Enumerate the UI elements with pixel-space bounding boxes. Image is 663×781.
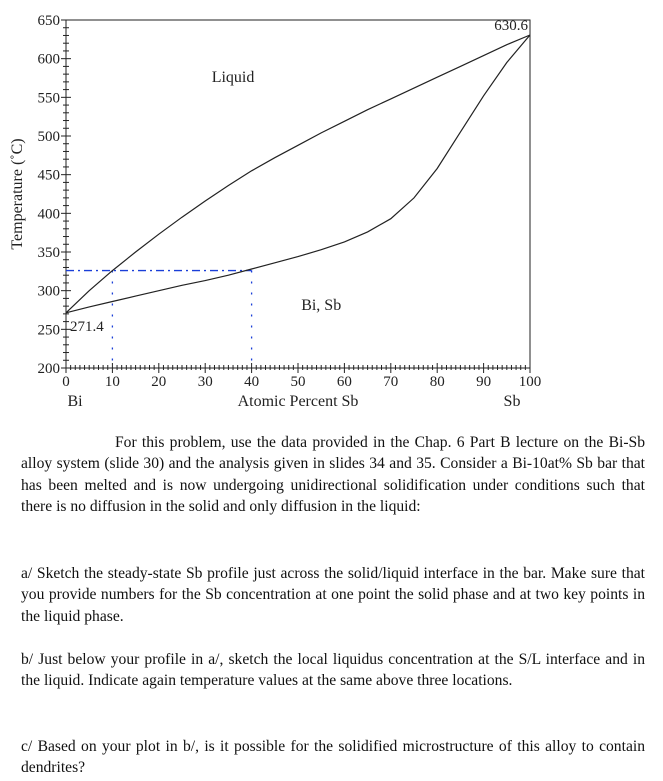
liquidus-curve [66, 35, 530, 313]
x-axis [62, 363, 541, 390]
melting-point-sb-label: 630.6 [494, 18, 528, 35]
question-b: b/ Just below your profile in a/, sketch the local liquidus concentration at the S/L interface and in the liquid. Indicate again temperature values at the same above three locations. [21, 651, 645, 690]
phase-boundaries [66, 35, 530, 313]
y-tick-label: 550 [37, 90, 60, 107]
chart-labels [9, 18, 529, 410]
x-tick-label: 50 [290, 374, 306, 390]
y-tick-label: 200 [37, 361, 60, 377]
y-tick-label: 600 [37, 51, 60, 68]
x-tick-label: 100 [518, 374, 542, 390]
element-label-left: Bi [67, 393, 83, 410]
y-axis-label: Temperature (˚C) [9, 138, 26, 250]
melting-point-bi-label: 271.4 [70, 318, 104, 335]
y-tick-label: 400 [37, 206, 60, 223]
x-tick-label: 30 [197, 374, 213, 390]
region-label: Liquid [211, 68, 255, 86]
x-tick-label: 90 [476, 374, 492, 390]
y-tick-label: 300 [37, 283, 60, 300]
x-tick-label: 10 [104, 374, 120, 390]
x-tick-label: 60 [336, 374, 352, 390]
x-tick-label: 70 [383, 374, 399, 390]
x-tick-label: 20 [151, 374, 167, 390]
problem-intro: For this problem, use the data provided in the Chap. 6 Part B lecture on the Bi-Sb alloy system (slide 30) and the analysis given in slides 34 and 35. Consider a Bi-10at% Sb bar that has been melted and is now undergoing unidirectional solidification under conditions such that there is no diffusion in the solid and only diffusion in the liquid: [21, 434, 645, 515]
y-tick-label: 500 [37, 129, 60, 145]
question-c: c/ Based on your plot in b/, is it possible for the solidified microstructure of this alloy to contain dendrites? [21, 738, 645, 777]
y-tick-label: 350 [37, 245, 60, 261]
y-tick-label: 250 [37, 322, 60, 339]
x-axis-label: Atomic Percent Sb [237, 393, 359, 410]
region-label: Bi, Sb [301, 297, 342, 314]
x-tick-label: 0 [62, 374, 70, 390]
plot-frame [66, 20, 530, 368]
question-a: a/ Sketch the steady-state Sb profile just across the solid/liquid interface in the bar. Make sure that you provide numbers for the Sb concentration at one point the solid phase and at two key points in the liquid phase. [21, 565, 645, 625]
y-tick-label: 650 [37, 13, 60, 29]
element-label-right: Sb [503, 393, 521, 410]
x-tick-label: 40 [244, 374, 260, 390]
y-tick-label: 450 [37, 167, 60, 184]
solidus-curve [66, 35, 530, 313]
x-tick-label: 80 [429, 374, 445, 390]
